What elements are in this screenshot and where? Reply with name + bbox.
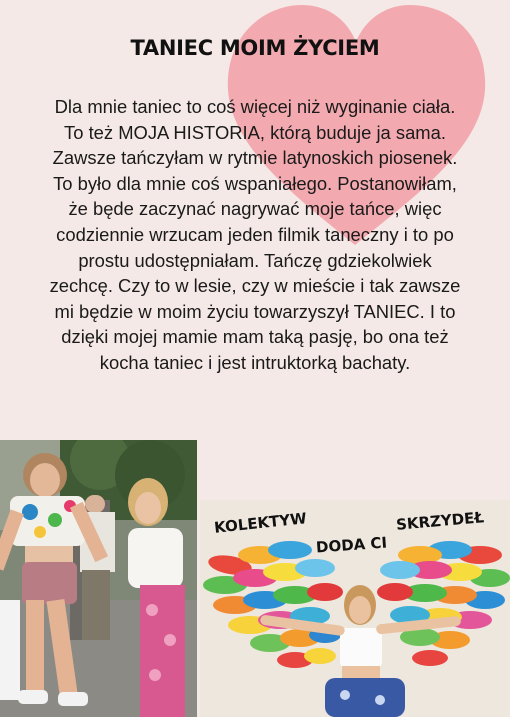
paragraph-line: prostu udostępniałam. Tańczę gdziekolwiek	[78, 249, 432, 271]
dancing-street-photo	[0, 440, 197, 717]
paragraph-line: Dla mnie taniec to coś więcej niż wyginanie ciała.	[54, 96, 456, 117]
mural-word-kolektyw: KOLEKTYW	[213, 509, 308, 537]
paragraph-line: mi będzie w moim życiu towarzyszył TANIEC. I to	[54, 300, 456, 322]
wings-mural-photo	[200, 500, 510, 717]
paragraph-line: dzięki mojej mamie mam taką pasję, bo ona też	[61, 326, 449, 348]
paragraph-line: zechcę. Czy to w lesie, czy w mieście i tak zawsze	[49, 275, 461, 297]
paragraph-line: kocha taniec i jest intruktorką bachaty.	[99, 351, 411, 373]
paragraph-line: codziennie wrzucam jeden filmik taneczny i to po	[56, 223, 454, 245]
mural-word-doda-ci: DODA CI	[315, 533, 388, 557]
page-title: TANIEC MOIM ŻYCIEM	[130, 36, 380, 60]
paragraph-line: To też MOJA HISTORIA, którą buduje ja sama.	[64, 121, 446, 143]
street-scene-image	[0, 440, 197, 717]
mural-word-skrzydel: SKRZYDEŁ	[395, 508, 485, 534]
paragraph-line: że będe zaczynać nagrywać moje tańce, więc	[68, 198, 442, 220]
story-paragraph	[28, 94, 482, 376]
paragraph-line: Zawsze tańczyłam w rytmie latynoskich piosenek.	[52, 147, 458, 169]
paragraph-line: To było dla mnie coś wspaniałego. Postanowiłam,	[53, 172, 457, 194]
